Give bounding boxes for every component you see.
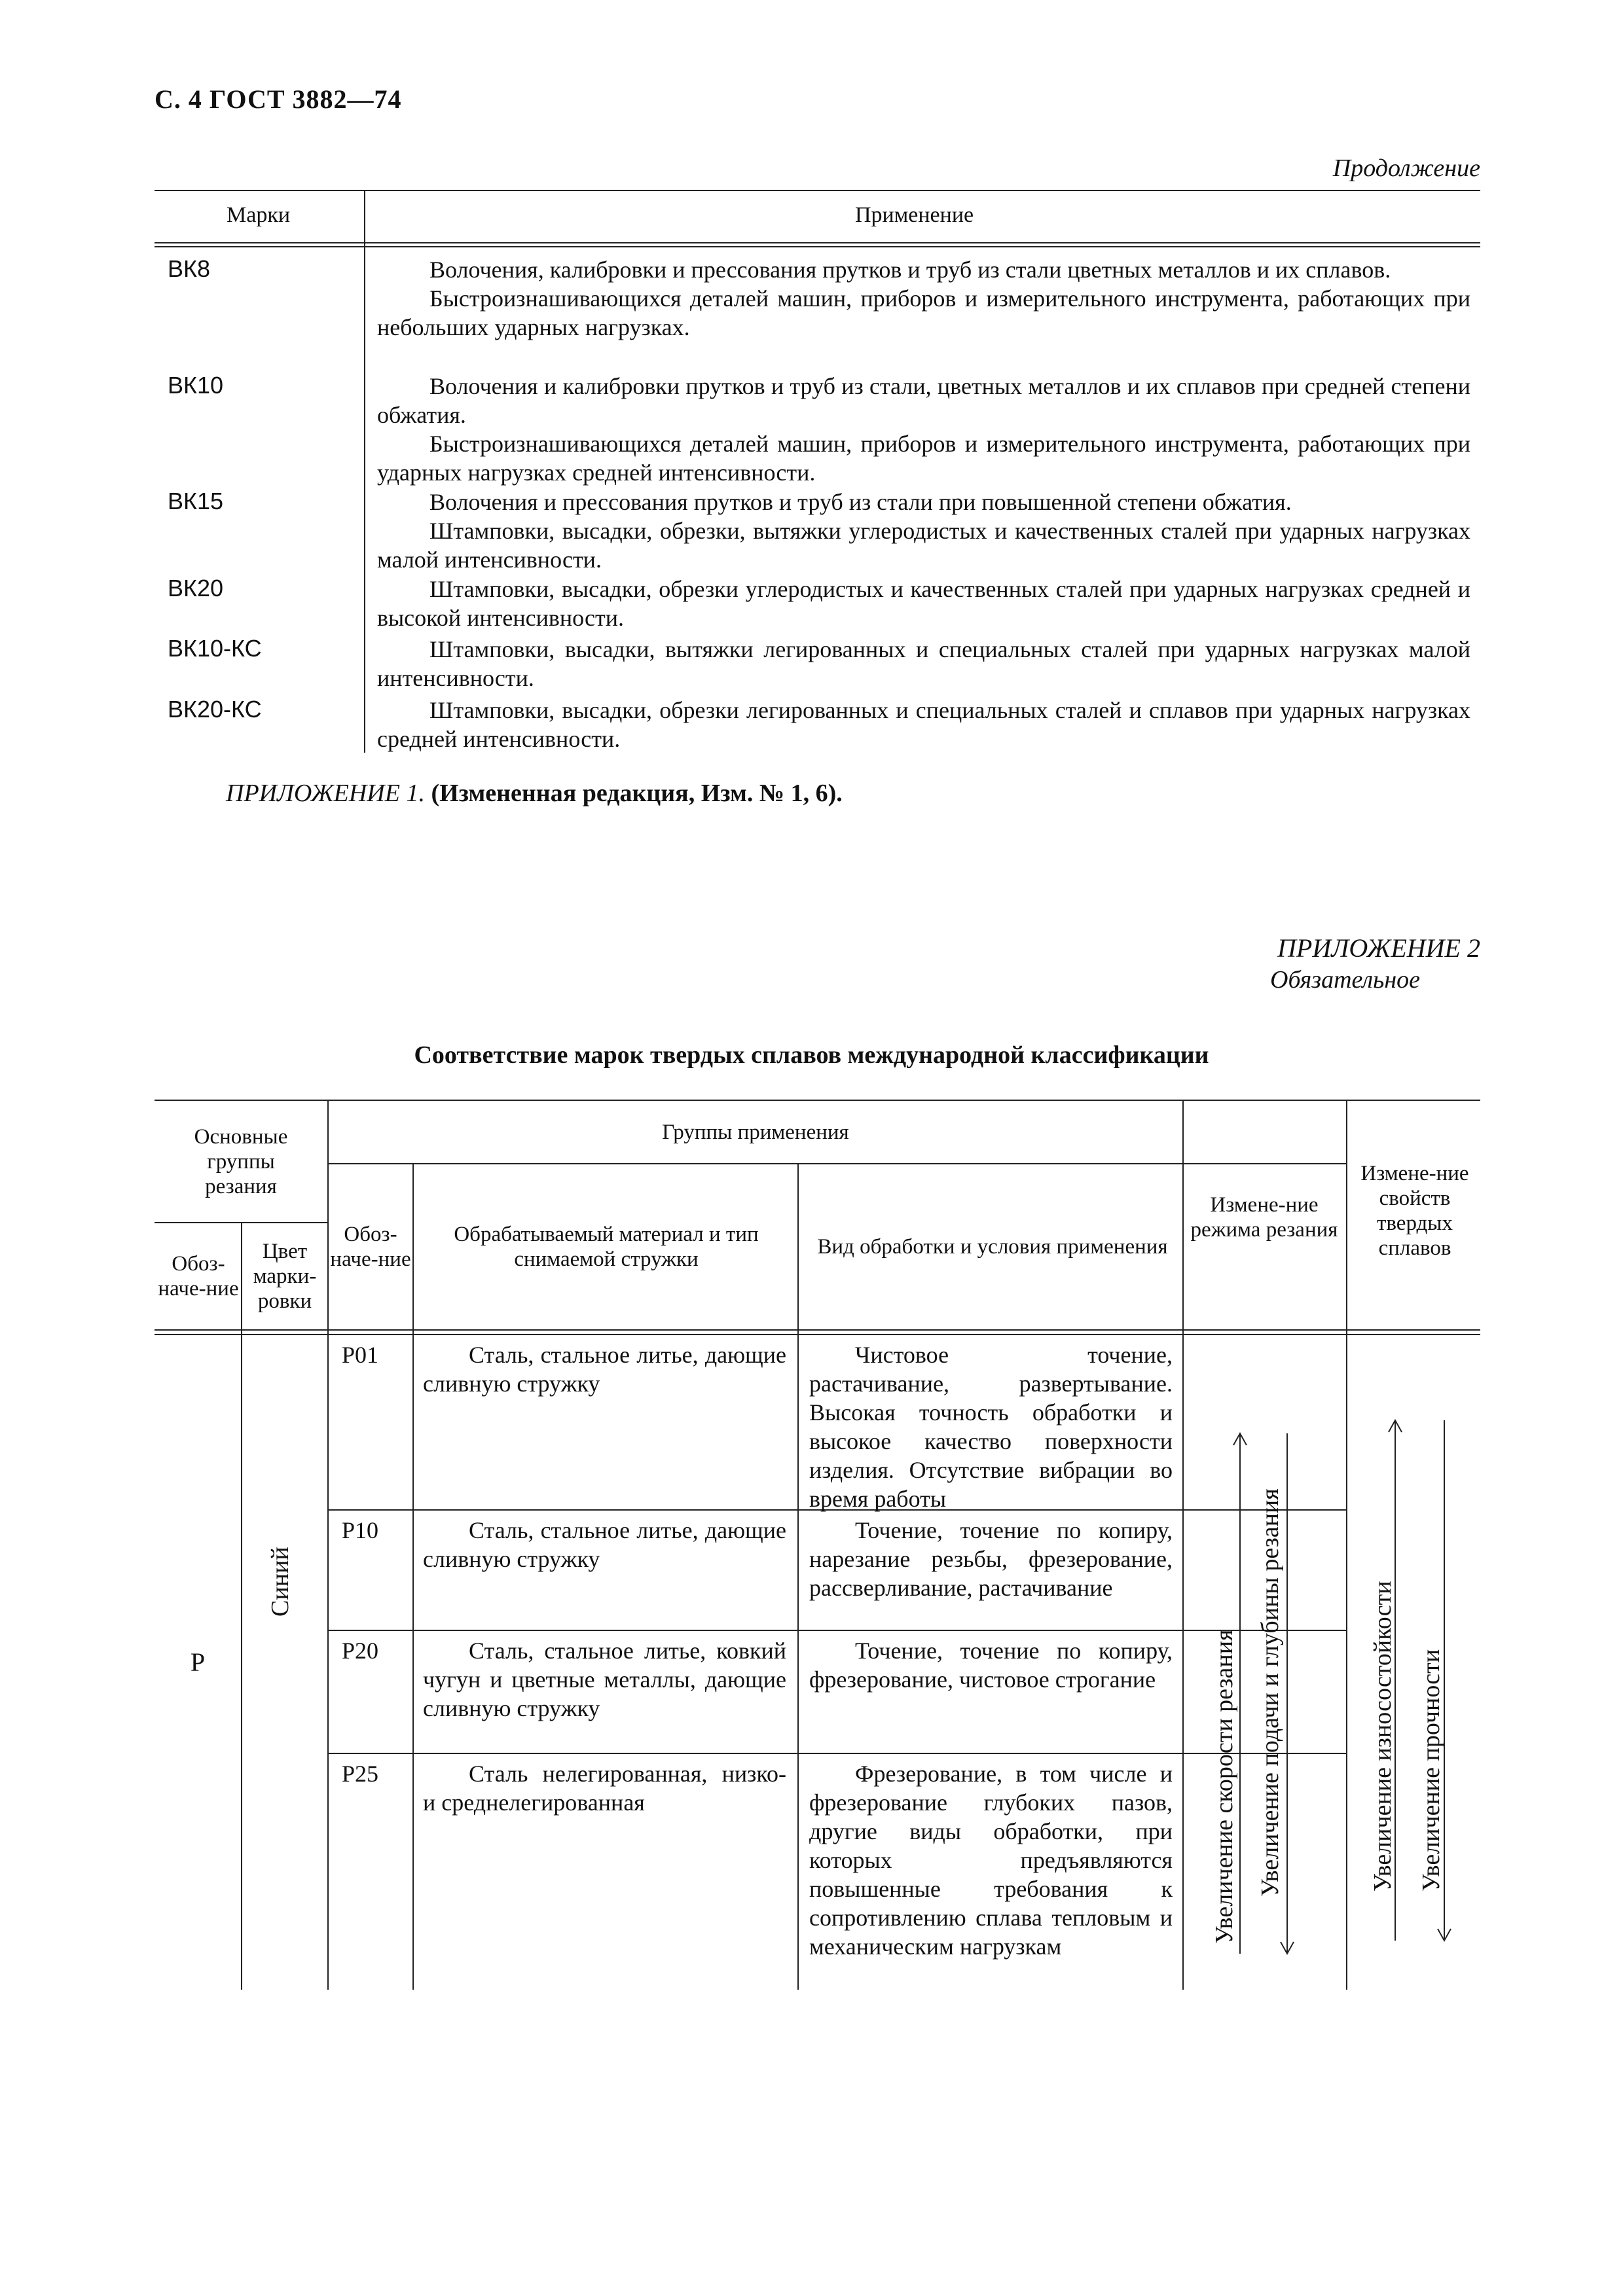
application-text: Штамповки, высадки, обрезки легированных и специальных сталей и сплавов при ударных нагрузках средней интенсивности. — [377, 697, 1470, 752]
prop-arrow-label-strength: Увеличение прочности — [1417, 1649, 1445, 1892]
header-color: Цвет марки-ровки — [253, 1240, 317, 1313]
continuation-label: Продолжение — [1332, 154, 1480, 182]
header-app-designation: Обоз-наче-ние — [330, 1223, 411, 1271]
column-header-application: Применение — [855, 203, 974, 227]
header-material: Обрабатываемый материал и тип снимаемой стружки — [454, 1223, 759, 1271]
row-process: Точение, точение по копиру, нарезание резьбы, фрезерование, рассверливание, растачивание — [809, 1517, 1173, 1601]
appendix-1-note — [226, 779, 843, 808]
mode-arrow-label-speed: Увеличение скорости резания — [1211, 1629, 1238, 1944]
grade-code: ВК10 — [168, 372, 224, 399]
row-process: Точение, точение по копиру, фрезерование, чистовое строгание — [809, 1638, 1173, 1693]
page-header: С. 4 ГОСТ 3882—74 — [155, 84, 402, 114]
header-main-groups: Основные группы резания — [194, 1125, 288, 1198]
group-designation: Р — [190, 1647, 206, 1677]
mode-arrow-label-feed: Увеличение подачи и глубины резания — [1256, 1488, 1284, 1897]
column-header-grades: Марки — [227, 203, 291, 227]
grade-code: ВК10-КС — [168, 635, 262, 662]
row-material: Сталь, стальное литье, дающие сливную стружку — [423, 1517, 786, 1572]
appendix-1-label: ПРИЛОЖЕНИЕ 1. — [226, 780, 425, 807]
appendix-2-title: ПРИЛОЖЕНИЕ 2 — [1277, 933, 1480, 963]
appendix-1-amendment: (Измененная редакция, Изм. № 1, 6). — [431, 780, 843, 807]
application-text: Волочения и калибровки прутков и труб из стали, цветных металлов и их сплавов при средней степени обжатия. Быстроизнашивающихся деталей машин, приборов и измерительного инструмента, работающих при ударных нагрузках средней интенсивности. — [377, 373, 1470, 486]
prop-arrow-label-wear: Увеличение износостойкости — [1369, 1581, 1396, 1892]
header-mode-change: Измене-ние режима резания — [1190, 1193, 1338, 1242]
row-material: Сталь, стальное литье, дающие сливную стружку — [423, 1342, 786, 1397]
grades-application-table — [155, 190, 1480, 753]
row-code: Р25 — [342, 1761, 379, 1787]
row-process: Чистовое точение, растачивание, развертывание. Высокая точность обработки и высокое качество поверхности изделия. Отсутствие вибрации во время работы — [809, 1342, 1173, 1512]
row-code: Р10 — [342, 1517, 379, 1543]
application-text: Штамповки, высадки, вытяжки легированных и специальных сталей при ударных нагрузках малой интенсивности. — [377, 636, 1470, 691]
row-material: Сталь, стальное литье, ковкий чугун и цветные металлы, дающие сливную стружку — [423, 1638, 786, 1721]
appendix-2-status: Обязательное — [1270, 966, 1421, 994]
application-text: Штамповки, высадки, обрезки углеродистых и качественных сталей при ударных нагрузках средней и высокой интенсивности. — [377, 576, 1470, 631]
group-color-label: Синий — [266, 1547, 294, 1617]
row-process: Фрезерование, в том числе и фрезерование глубоких пазов, другие виды обработки, при которых предъявляются повышенные требования к сопротивлению сплава тепловым и механическим нагрузкам — [809, 1761, 1173, 1960]
header-property-change: Измене-ние свойств твердых сплавов — [1360, 1162, 1469, 1260]
grade-code: ВК20 — [168, 575, 224, 601]
row-code: Р01 — [342, 1342, 379, 1368]
application-text: Волочения, калибровки и прессования прутков и труб из стали цветных металлов и их сплавов. Быстроизнашивающихся деталей машин, приборов и измерительного инструмента, работающих при небольших ударных нагрузках. — [377, 257, 1470, 340]
header-process: Вид обработки и условия применения — [817, 1235, 1168, 1259]
header-application-groups: Группы применения — [662, 1121, 849, 1144]
grade-code: ВК8 — [168, 255, 211, 282]
table-2-caption: Соответствие марок твердых сплавов международной классификации — [414, 1041, 1209, 1069]
classification-table — [155, 1100, 1480, 1990]
grade-code: ВК20-КС — [168, 696, 262, 723]
grade-code: ВК15 — [168, 488, 224, 514]
header-designation: Обоз-наче-ние — [158, 1252, 239, 1300]
row-code: Р20 — [342, 1638, 379, 1664]
row-material: Сталь нелегированная, низко- и среднелегированная — [423, 1761, 786, 1816]
application-text: Волочения и прессования прутков и труб из стали при повышенной степени обжатия. Штамповки, высадки, обрезки, вытяжки углеродистых и качественных сталей при ударных нагрузках малой интенсивности. — [377, 489, 1470, 573]
